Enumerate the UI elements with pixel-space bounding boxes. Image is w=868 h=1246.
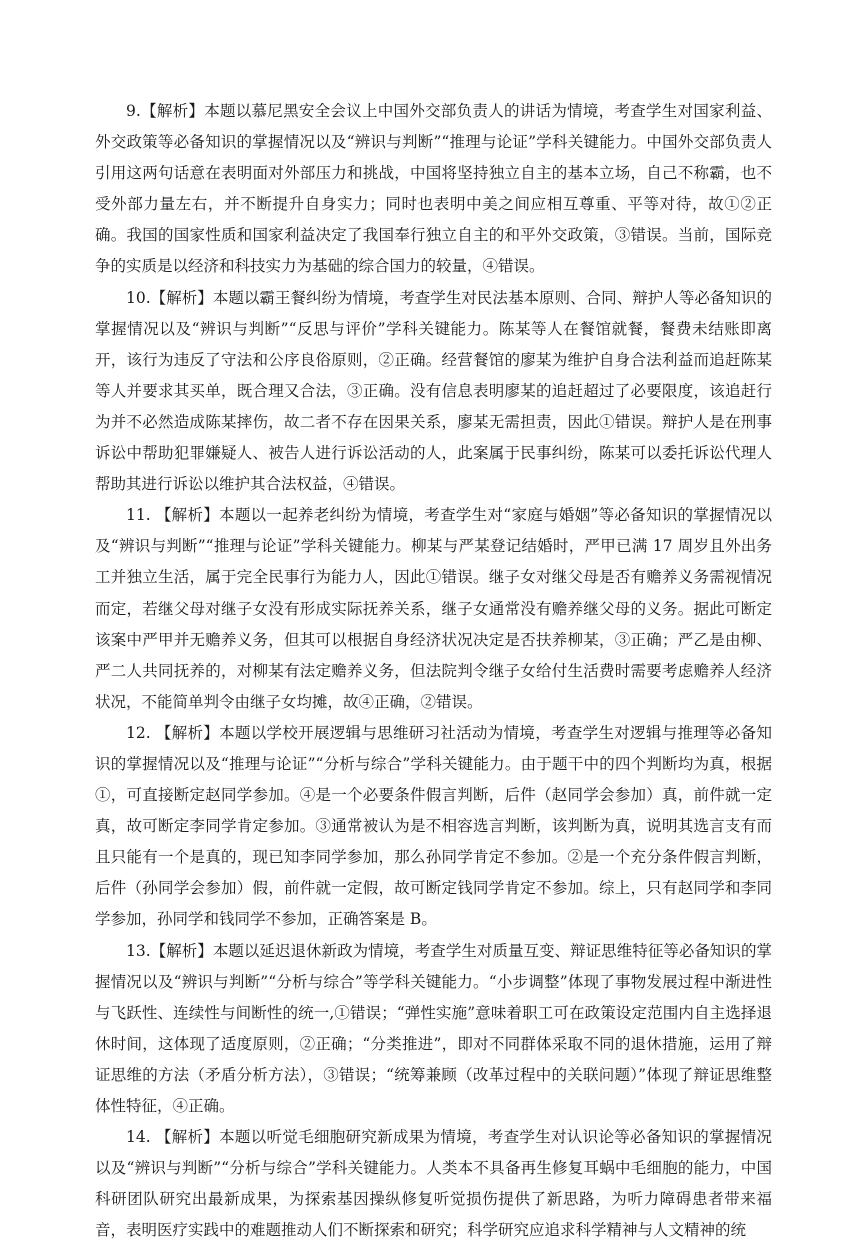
answer-explanations bbox=[95, 96, 772, 1246]
question-label: 13.【解析】 bbox=[126, 941, 213, 960]
explanation-10 bbox=[95, 283, 772, 501]
explanation-14 bbox=[95, 1122, 772, 1246]
explanation-12 bbox=[95, 718, 772, 936]
explanation-text: 本题以一起养老纠纷为情境，考查学生对“家庭与婚姻”等必备知识的掌握情况以及“辨识与判断”“推理与论证”学科关键能力。柳某与严某登记结婚时，严甲已满 17 周岁且外出务工并独立生活，属于完全民事行为能力人，因此①错误。继子女对继父母是否有赡养义务需视情况而定，若继父母对继子女没有形成实际抚养关系，继子女通常没有赡养继父母的义务。据此可断定该案中严甲并无赡养义务，但其可以根据自身经济状况决定是否扶养柳某，③正确；严乙是由柳、严二人共同抚养的，对柳某有法定赡养义务，但法院判令继子女给付生活费时需要考虑赡养人经济状况，不能简单判令由继子女均摊，故④正确，②错误。 bbox=[95, 506, 772, 711]
explanation-text: 本题以延迟退休新政为情境，考查学生对质量互变、辩证思维特征等必备知识的掌握情况以及“辨识与判断”“分析与综合”等学科关键能力。“小步调整”体现了事物发展过程中渐进性与飞跃性、连续性与间断性的统一,①错误；“弹性实施”意味着职工可在政策设定范围内自主选择退休时间，这体现了适度原则，②正确；“分类推进”，即对不同群体采取不同的退休措施，运用了辩证思维的方法（矛盾分析方法），③错误；“统筹兼顾（改革过程中的关联问题）”体现了辩证思维整体性特征，④正确。 bbox=[95, 941, 772, 1115]
question-label: 9.【解析】 bbox=[126, 102, 205, 120]
explanation-13 bbox=[95, 936, 772, 1123]
explanation-text: 本题以霸王餐纠纷为情境，考查学生对民法基本原则、合同、辩护人等必备知识的掌握情况以及“辨识与判断”“反思与评价”学科关键能力。陈某等人在餐馆就餐，餐费未结账即离开，该行为违反了守法和公序良俗原则，②正确。经营餐馆的廖某为维护自身合法利益而追赶陈某等人并要求其买单，既合理又合法，③正确。没有信息表明廖某的追赶超过了必要限度，该追赶行为并不必然造成陈某摔伤，故二者不存在因果关系，廖某无需担责，因此①错误。辩护人是在刑事诉讼中帮助犯罪嫌疑人、被告人进行诉讼活动的人，此案属于民事纠纷，陈某可以委托诉讼代理人帮助其进行诉讼以维护其合法权益，④错误。 bbox=[95, 288, 772, 494]
explanation-text: 本题以学校开展逻辑与思维研习社活动为情境，考查学生对逻辑与推理等必备知识的掌握情况以及“推理与论证”“分析与综合”学科关键能力。由于题干中的四个判断均为真，根据①，可直接断定赵同学参加。④是一个必要条件假言判断，后件（赵同学会参加）真，前件就一定真，故可断定李同学肯定参加。③通常被认为是不相容选言判断，该判断为真，说明其选言支有而且只能有一个是真的，现已知李同学参加，那么孙同学肯定不参加。②是一个充分条件假言判断，后件（孙同学会参加）假，前件就一定假，故可断定钱同学肯定不参加。综上，只有赵同学和李同学参加，孙同学和钱同学不参加，正确答案是 B。 bbox=[95, 723, 772, 929]
explanation-text: 本题以听觉毛细胞研究新成果为情境，考查学生对认识论等必备知识的掌握情况以及“辨识与判断”“分析与综合”学科关键能力。人类本不具备再生修复耳蜗中毛细胞的能力，中国科研团队研究出最新成果，为探索基因操纵修复听觉损伤提供了新思路，为听力障碍患者带来福音，表明医疗实践中的难题推动人们不断探索和研究；科学研究应追求科学精神与人文精神的统 bbox=[95, 1128, 772, 1240]
explanation-9 bbox=[95, 96, 772, 283]
question-label: 10.【解析】 bbox=[126, 288, 213, 307]
explanation-text: 本题以慕尼黑安全会议上中国外交部负责人的讲话为情境，考查学生对国家利益、外交政策等必备知识的掌握情况以及“辨识与判断”“推理与论证”学科关键能力。中国外交部负责人引用这两句话意在表明面对外部压力和挑战，中国将坚持独立自主的基本立场，自己不称霸，也不受外部力量左右，并不断提升自身实力；同时也表明中美之间应相互尊重、平等对待，故①②正确。我国的国家性质和国家利益决定了我国奉行独立自主的和平外交政策，③错误。当前，国际竞争的实质是以经济和科技实力为基础的综合国力的较量，④错误。 bbox=[95, 102, 772, 276]
explanation-11 bbox=[95, 500, 772, 718]
question-label: 12. 【解析】 bbox=[126, 723, 220, 742]
question-label: 11. 【解析】 bbox=[126, 506, 220, 525]
question-label: 14. 【解析】 bbox=[126, 1128, 220, 1147]
